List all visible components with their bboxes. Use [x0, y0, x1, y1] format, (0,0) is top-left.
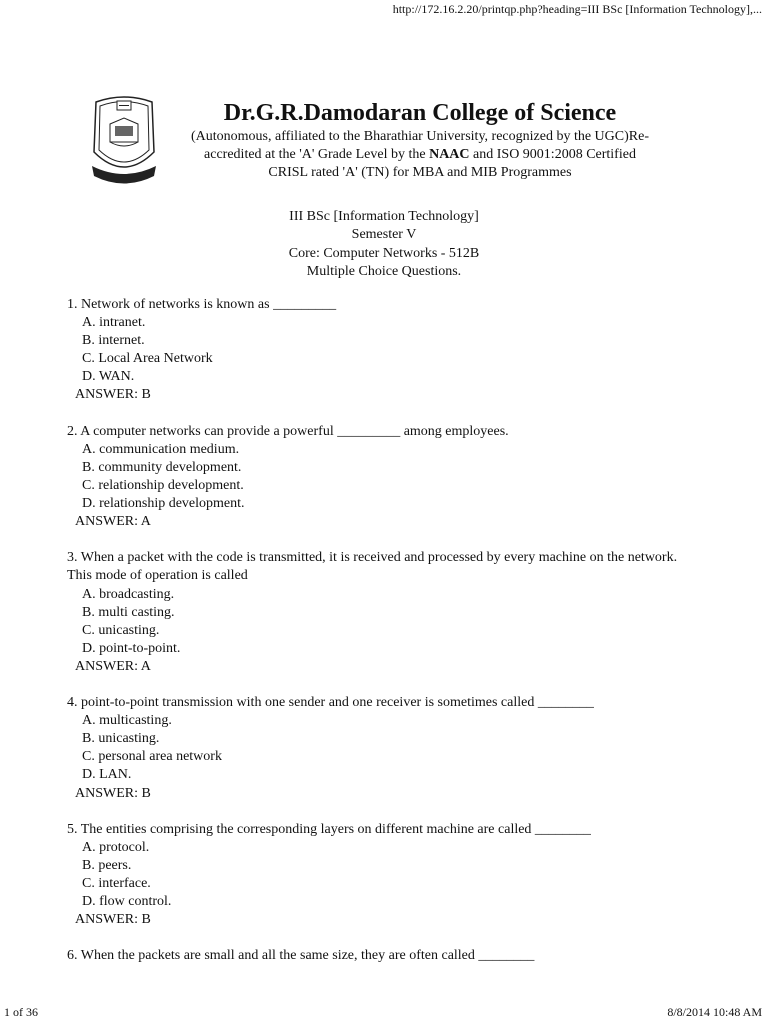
- course-subject: Core: Computer Networks - 512B: [288, 245, 480, 261]
- option-c: C. interface.: [82, 876, 151, 891]
- question-text: 6. When the packets are small and all the same size, they are often called ________: [67, 948, 535, 964]
- question-text: 5. The entities comprising the corresponding layers on different machine are called ________: [67, 821, 591, 837]
- college-affiliation: (Autonomous, affiliated to the Bharathiar University, recognized by the UGC)Re-: [191, 129, 649, 144]
- option-a: A. intranet.: [82, 315, 146, 331]
- answer: ANSWER: B: [75, 785, 151, 801]
- option-b: B. community development.: [82, 459, 242, 475]
- option-d: D. relationship development.: [82, 496, 245, 512]
- college-name: Dr.G.R.Damodaran College of Science: [223, 100, 617, 126]
- answer: ANSWER: A: [75, 658, 151, 674]
- option-b: B. unicasting.: [82, 731, 160, 747]
- answer: ANSWER: B: [75, 912, 151, 928]
- answer: ANSWER: B: [75, 387, 151, 403]
- college-header: [0, 92, 768, 192]
- option-d: D. flow control.: [82, 894, 172, 910]
- print-timestamp: 8/8/2014 10:48 AM: [667, 1005, 762, 1019]
- course-program: III BSc [Information Technology]: [289, 209, 479, 224]
- question-text: 4. point-to-point transmission with one sender and one receiver is sometimes called ________: [67, 695, 594, 711]
- college-logo: [88, 92, 160, 192]
- college-accreditation: accredited at the 'A' Grade Level by the NAAC and ISO 9001:2008 Certified: [204, 147, 636, 162]
- option-a: A. multicasting.: [82, 713, 172, 729]
- option-d: D. WAN.: [82, 369, 135, 385]
- option-b: B. internet.: [82, 333, 145, 349]
- option-c: C. personal area network: [82, 749, 222, 765]
- answer: ANSWER: A: [75, 514, 151, 530]
- question-item: [67, 821, 687, 930]
- course-type: Multiple Choice Questions.: [306, 263, 462, 279]
- option-c: C. relationship development.: [82, 477, 244, 493]
- option-a: A. broadcasting.: [82, 586, 175, 602]
- course-semester: Semester V: [351, 227, 417, 243]
- question-item: [67, 296, 687, 405]
- option-b: B. peers.: [82, 857, 132, 873]
- question-text: 2. A computer networks can provide a powerful _________ among employees.: [67, 423, 509, 439]
- question-list: [67, 296, 687, 984]
- option-c: C. Local Area Network: [82, 351, 213, 367]
- question-text: 1. Network of networks is known as _________: [67, 297, 337, 312]
- page-indicator: 1 of 36: [4, 1005, 38, 1019]
- option-d: D. point-to-point.: [82, 640, 181, 656]
- option-c: C. unicasting.: [82, 622, 160, 638]
- question-item: [67, 423, 687, 532]
- question-text: 3. When a packet with the code is transmitted, it is received and processed by every machine on the network. This mode of operation is called: [67, 550, 678, 584]
- option-d: D. LAN.: [82, 767, 132, 783]
- question-item: [67, 947, 687, 965]
- option-b: B. multi casting.: [82, 604, 175, 620]
- question-item: [67, 694, 687, 803]
- option-a: A. protocol.: [82, 839, 150, 855]
- question-item: [67, 549, 687, 676]
- option-a: A. communication medium.: [82, 441, 240, 457]
- course-info: [234, 208, 534, 281]
- college-rating: CRISL rated 'A' (TN) for MBA and MIB Programmes: [268, 165, 572, 180]
- page-url: http://172.16.2.20/printqp.php?heading=III BSc [Information Technology],...: [392, 2, 762, 16]
